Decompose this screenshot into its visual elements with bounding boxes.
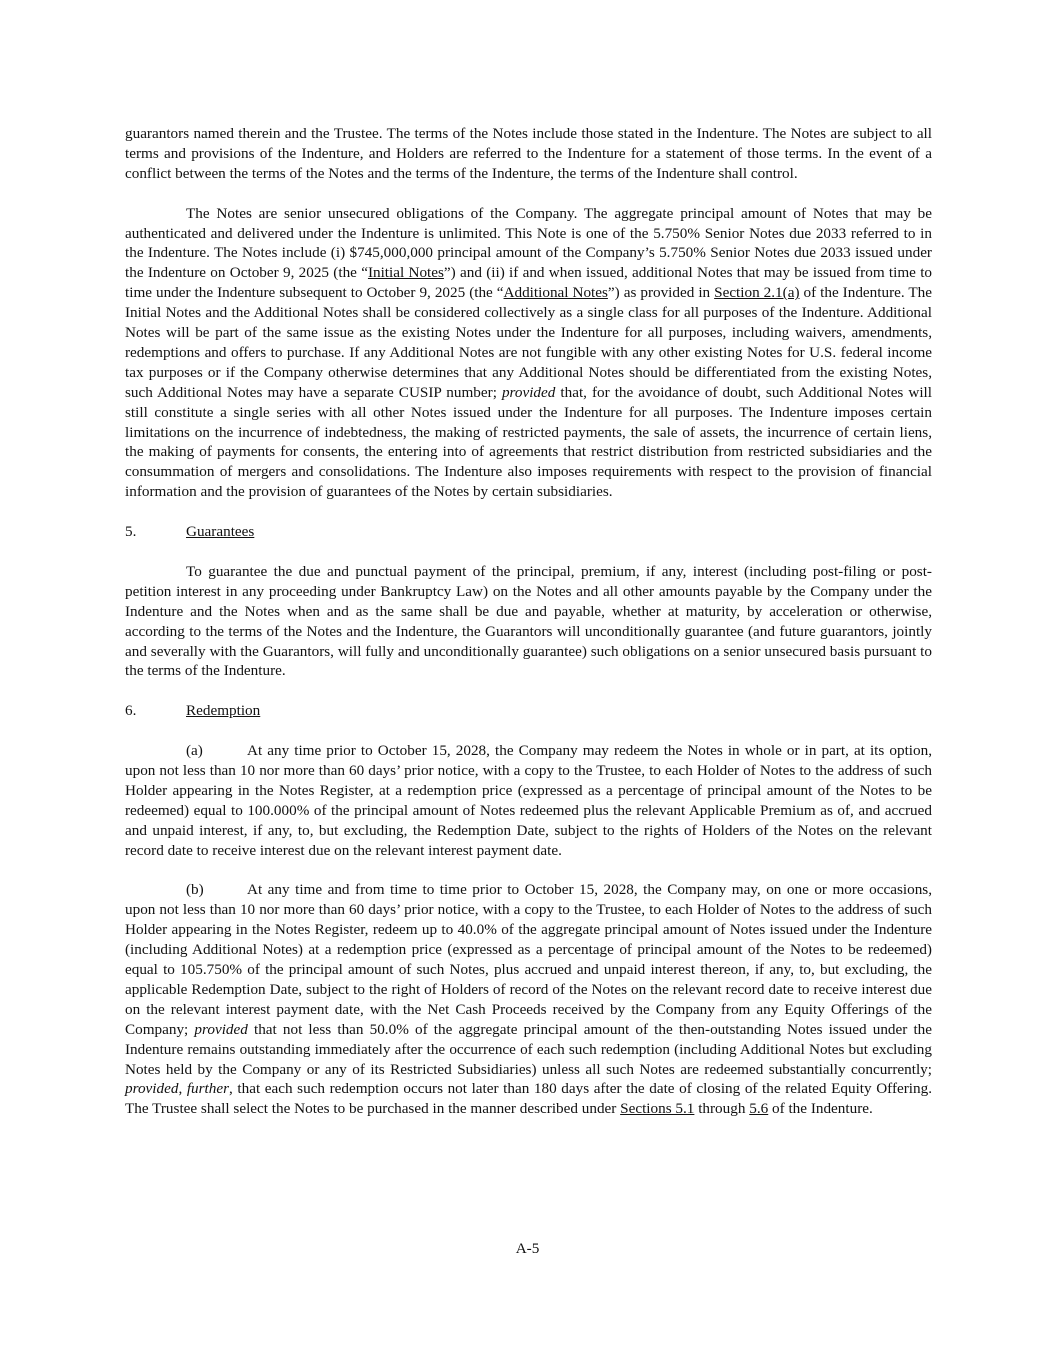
- text-run: of the Indenture.: [768, 1100, 873, 1118]
- provided-term: provided: [125, 1080, 179, 1098]
- section-reference: Section 2.1(a): [714, 284, 800, 302]
- further-term: further: [186, 1080, 230, 1098]
- paragraph-redemption-a: [125, 741, 932, 860]
- paragraph-notes-obligations: [125, 204, 932, 503]
- paragraph-redemption-b: [125, 880, 932, 1119]
- section-number: 5.: [125, 523, 137, 541]
- section-title: Guarantees: [186, 523, 255, 541]
- text-run: that not less than 50.0% of the aggregate principal amount of the then-outstanding Notes issued under the Indenture remains outstanding immediately after the occurrence of each such redemption (including Additional Notes but excluding Notes held by the Company or any of its Restricted Subsidiaries) unless all such Notes are redeemed substantially concurrently;: [125, 1020, 933, 1078]
- section-6-heading: [125, 701, 932, 721]
- text-run: The Notes are senior unsecured obligations of the Company. The aggregate principal amount of Notes that may be authenticated and delivered under the Indenture is unlimited. This Note is one of the 5.750% Senior Notes due 2033 referred to in the Indenture. The Notes include (i) $745,000,000 principal amount of the Company’s 5.750% Senior Notes due 2033 issued under the Indenture on October 9, 2025 (the “: [125, 204, 932, 282]
- text-run: , that each such redemption occurs not later than 180 days after the date of closing of the related Equity Offering. The Trustee shall select the Notes to be purchased in the manner described under: [125, 1080, 933, 1118]
- initial-notes-term: Initial Notes: [367, 264, 444, 282]
- page-number: A-5: [515, 1240, 540, 1257]
- clause-label: (b): [186, 881, 204, 899]
- text-run: At any time prior to October 15, 2028, the Company may redeem the Notes in whole or in part, at its option, upon not less than 10 nor more than 60 days’ prior notice, with a copy to the Trustee, to each Holder of Notes to the address of such Holder appearing in the Notes Register, at a redemption price (expressed as a percentage of principal amount of the Notes to be redeemed) equal to 100.000% of the principal amount of Notes redeemed plus the relevant Applicable Premium as of, and accrued and unpaid interest, if any, to, but excluding, the Redemption Date, subject to the rights of Holders of the Notes on the relevant record date to receive interest due on the relevant interest payment date.: [125, 742, 932, 859]
- text-run: ”) as provided in: [607, 284, 715, 302]
- provided-term: provided: [194, 1020, 248, 1038]
- text-run: through: [694, 1100, 750, 1118]
- section-reference: Sections 5.1: [620, 1100, 695, 1118]
- section-reference: 5.6: [749, 1100, 769, 1118]
- text-run: At any time and from time to time prior to October 15, 2028, the Company may, on one or more occasions, upon not less than 10 nor more than 60 days’ prior notice, with a copy to the Trustee, to each Holder of Notes to the address of such Holder appearing in the Notes Register, redeem up to 40.0% of the aggregate principal amount of Notes issued under the Indenture (including Additional Notes) at a redemption price (expressed as a percentage of principal amount of the Notes to be redeemed) equal to 105.750% of the principal amount of such Notes, plus accrued and unpaid interest thereon, if any, to, but excluding, the applicable Redemption Date, subject to the right of Holders of record of the Notes on the relevant record date to receive interest due on the relevant interest payment date, with the Net Cash Proceeds received by the Company from any Equity Offerings of the Company;: [125, 881, 932, 1038]
- text-run: ”) and (ii) if and when issued, additional Notes that may be issued from time to time under the Indenture subsequent to October 9, 2025 (the “: [125, 264, 933, 302]
- clause-label: (a): [186, 742, 203, 760]
- section-title: Redemption: [186, 702, 261, 720]
- section-5-heading: [125, 522, 932, 542]
- paragraph-guarantees: To guarantee the due and punctual payment of the principal, premium, if any, interest (including post-filing or post-petition interest in any proceeding under Bankruptcy Law) on the Notes and all other amounts payable by the Company under the Indenture and the Notes when and as the same shall be due and payable, whether at maturity, by acceleration or otherwise, according to the terms of the Notes and the Indenture, the Guarantors will unconditionally guarantee (and future guarantors, jointly and severally with the Guarantors, will fully and unconditionally guarantee) such obligations on a senior unsecured basis pursuant to the terms of the Indenture.: [125, 562, 932, 680]
- text-run: ,: [178, 1080, 187, 1098]
- section-number: 6.: [125, 702, 137, 720]
- paragraph-guarantors: guarantors named therein and the Trustee. The terms of the Notes include those stated in the Indenture. The Notes are subject to all terms and provisions of the Indenture, and Holders are referred to the Indenture for a statement of those terms. In the event of a conflict between the terms of the Notes and the terms of the Indenture, the terms of the Indenture shall control.: [125, 125, 932, 182]
- text-run: that, for the avoidance of doubt, such Additional Notes will still constitute a single series with all other Notes issued under the Indenture for all purposes. The Indenture imposes certain limitations on the incurrence of indebtedness, the making of restricted payments, the sale of assets, the incurrence of certain liens, the making of payments for consents, the entering into of agreements that restrict distribution from restricted subsidiaries and the consummation of mergers and consolidations. The Indenture also imposes requirements with respect to the provision of financial information and the provision of guarantees of the Notes by certain subsidiaries.: [125, 383, 932, 501]
- text-run: of the Indenture. The Initial Notes and the Additional Notes shall be considered collectively as a single class for all purposes of the Indenture. Additional Notes will be part of the same issue as the existing Notes under the Indenture for all purposes, including waivers, amendments, redemptions and offers to purchase. If any Additional Notes are not fungible with any other existing Notes for U.S. federal income tax purposes or if the Company otherwise determines that any Additional Notes should be differentiated from the existing Notes, such Additional Notes may have a separate CUSIP number;: [125, 284, 932, 401]
- provided-term: provided: [501, 383, 556, 401]
- document-page: [125, 124, 932, 1119]
- additional-notes-term: Additional Notes: [503, 284, 608, 302]
